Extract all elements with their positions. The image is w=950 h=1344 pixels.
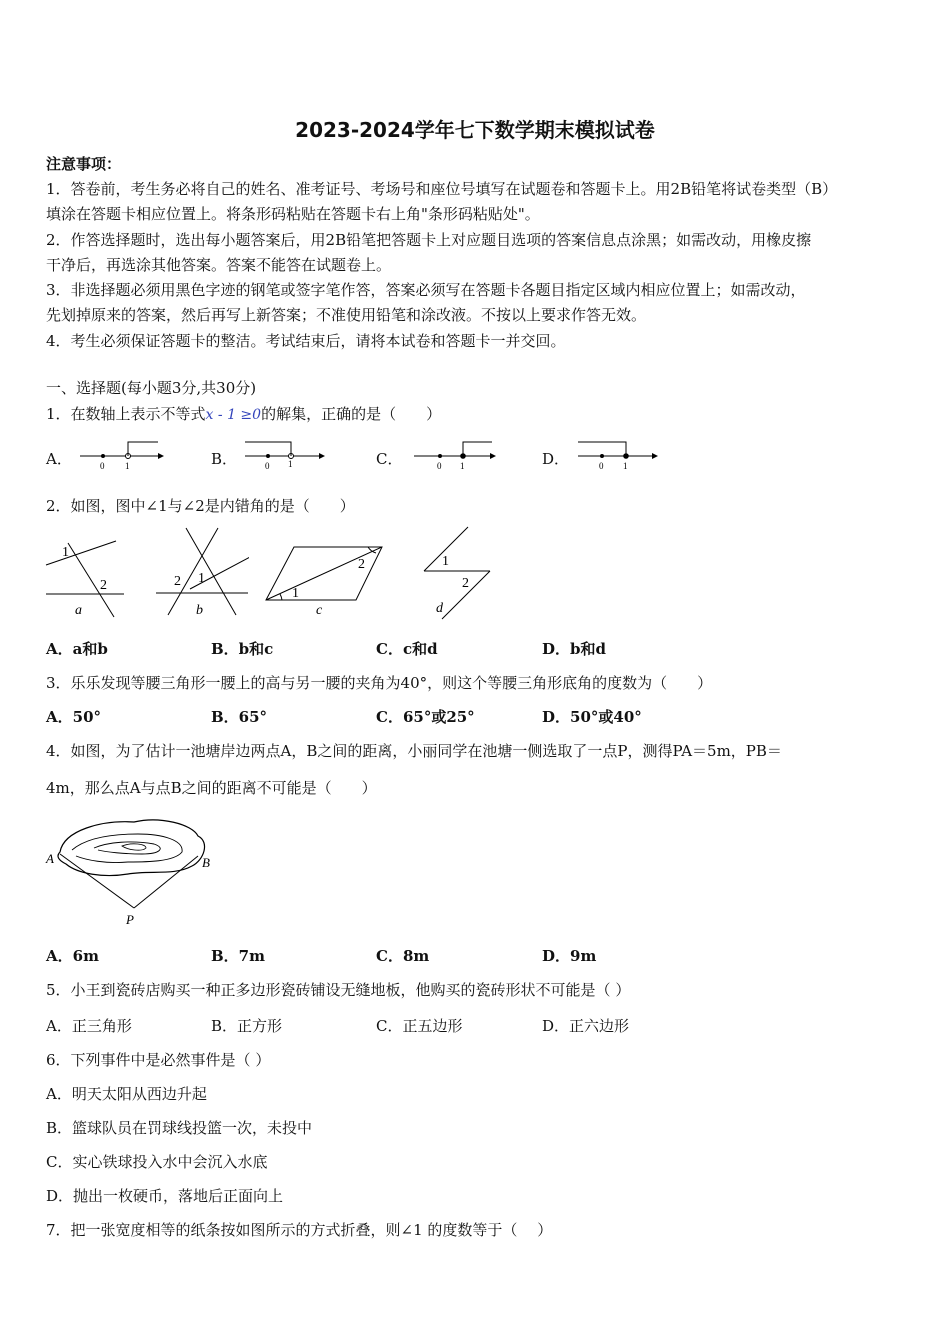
angle-2-label: 2 bbox=[358, 557, 365, 572]
q1-option-b-numberline bbox=[243, 436, 333, 474]
notice-line: 先划掉原来的答案，然后再写上新答案；不准使用铅笔和涂改液。不按以上要求作答无效。 bbox=[46, 306, 647, 324]
q1-option-c-numberline bbox=[408, 436, 503, 474]
tick-label-0: 0 bbox=[437, 461, 442, 471]
notice-heading: 注意事项： bbox=[46, 155, 122, 173]
q2-option-a: A．a和b bbox=[46, 640, 108, 658]
angle-2-label: 2 bbox=[174, 574, 181, 589]
q4-option-d: D．9m bbox=[542, 947, 597, 965]
question-7-stem: 7．把一张宽度相等的纸条按如图所示的方式折叠，则∠1 的度数等于（ ） bbox=[46, 1221, 553, 1239]
tick-label-0: 0 bbox=[100, 461, 105, 471]
q6-option-d: D．抛出一枚硬币，落地后正面向上 bbox=[46, 1187, 284, 1205]
q1-option-b-label: B． bbox=[211, 450, 238, 468]
notice-line: 3．非选择题必须用黑色字迹的钢笔或签字笔作答，答案必须写在答题卡各题目指定区域内相应位置上；如需改动， bbox=[46, 281, 806, 299]
q1-option-c-label: C． bbox=[376, 450, 403, 468]
q6-option-c: C．实心铁球投入水中会沉入水底 bbox=[46, 1153, 268, 1171]
q2-option-c: C．c和d bbox=[376, 640, 438, 658]
inequality-formula: x - 1 ≥0 bbox=[205, 407, 262, 423]
tick-label-1: 1 bbox=[460, 461, 465, 471]
angle-1-label: 1 bbox=[292, 586, 299, 601]
q5-option-a: A．正三角形 bbox=[46, 1017, 132, 1035]
question-2-stem: 2．如图，图中∠1与∠2是内错角的是（ ） bbox=[46, 497, 355, 515]
point-a-label: A bbox=[46, 851, 54, 866]
q2-figure-a bbox=[42, 535, 132, 620]
notice-line: 4．考生必须保证答题卡的整洁。考试结束后，请将本试卷和答题卡一并交回。 bbox=[46, 332, 566, 350]
q3-option-a: A．50° bbox=[46, 708, 102, 726]
q5-option-d: D．正六边形 bbox=[542, 1017, 630, 1035]
notice-line: 2．作答选择题时，选出每小题答案后，用2B铅笔把答题卡上对应题目选项的答案信息点涂黑；如需改动，用橡皮擦 bbox=[46, 231, 812, 249]
q2-figure-c bbox=[262, 542, 387, 617]
angle-1-label: 1 bbox=[198, 571, 205, 586]
angle-2-label: 2 bbox=[462, 576, 469, 591]
q6-option-b: B．篮球队员在罚球线投篮一次，未投中 bbox=[46, 1119, 313, 1137]
q1-option-d-label: D． bbox=[542, 450, 570, 468]
q4-option-b: B．7m bbox=[211, 947, 265, 965]
question-1-stem bbox=[46, 403, 441, 424]
tick-label-1: 1 bbox=[623, 461, 628, 471]
q1-option-a-label: A． bbox=[46, 450, 72, 468]
q4-option-c: C．8m bbox=[376, 947, 430, 965]
figure-d-label: d bbox=[436, 601, 443, 616]
q2-option-b: B．b和c bbox=[211, 640, 274, 658]
question-4-stem-line2: 4m，那么点A与点B之间的距离不可能是（ ） bbox=[46, 779, 377, 797]
q3-option-b: B．65° bbox=[211, 708, 268, 726]
tick-label-0: 0 bbox=[265, 461, 270, 471]
q5-option-b: B．正方形 bbox=[211, 1017, 283, 1035]
point-b-label: B bbox=[202, 855, 210, 870]
question-5-stem: 5．小王到瓷砖店购买一种正多边形瓷砖铺设无缝地板，他购买的瓷砖形状不可能是（ ） bbox=[46, 981, 631, 999]
angle-2-label: 2 bbox=[100, 578, 107, 593]
figure-b-label: b bbox=[196, 603, 203, 618]
q5-option-c: C．正五边形 bbox=[376, 1017, 463, 1035]
question-6-stem: 6．下列事件中是必然事件是（ ） bbox=[46, 1051, 271, 1069]
notice-line: 1．答卷前，考生务必将自己的姓名、准考证号、考场号和座位号填写在试题卷和答题卡上。用2B铅笔将试卷类型（B） bbox=[46, 180, 838, 198]
q1-option-a-numberline bbox=[78, 436, 168, 474]
figure-a-label: a bbox=[75, 603, 82, 618]
page-title: 2023-2024学年七下数学期末模拟试卷 bbox=[295, 118, 655, 142]
angle-1-label: 1 bbox=[442, 554, 449, 569]
tick-label-1: 1 bbox=[288, 459, 293, 469]
q6-option-a: A．明天太阳从西边升起 bbox=[46, 1085, 207, 1103]
q1-option-d-numberline bbox=[574, 436, 664, 474]
angle-1-label: 1 bbox=[62, 545, 69, 560]
tick-label-0: 0 bbox=[599, 461, 604, 471]
q2-option-d: D．b和d bbox=[542, 640, 606, 658]
point-p-label: P bbox=[126, 912, 134, 927]
tick-label-1: 1 bbox=[125, 461, 130, 471]
question-3-stem: 3．乐乐发现等腰三角形一腰上的高与另一腰的夹角为40°，则这个等腰三角形底角的度数为（ ） bbox=[46, 674, 713, 692]
figure-c-label: c bbox=[316, 603, 323, 617]
q4-option-a: A．6m bbox=[46, 947, 99, 965]
notice-line: 填涂在答题卡相应位置上。将条形码粘贴在答题卡右上角"条形码粘贴处"。 bbox=[46, 205, 540, 223]
notice-line: 干净后，再选涂其他答案。答案不能答在试题卷上。 bbox=[46, 256, 392, 274]
section-heading: 一、选择题(每小题3分,共30分) bbox=[46, 379, 257, 397]
q4-pond-figure bbox=[42, 812, 222, 932]
q2-figure-d bbox=[420, 525, 500, 625]
q3-option-d: D．50°或40° bbox=[542, 708, 642, 726]
question-1-text-end: 的解集，正确的是（ ） bbox=[261, 405, 442, 423]
question-1-text: 1．在数轴上表示不等式 bbox=[46, 405, 206, 423]
q3-option-c: C．65°或25° bbox=[376, 708, 475, 726]
question-4-stem-line1: 4．如图，为了估计一池塘岸边两点A，B之间的距离，小丽同学在池塘一侧选取了一点P，测得PA＝5m，PB＝ bbox=[46, 742, 782, 760]
q2-figure-b bbox=[154, 525, 249, 620]
